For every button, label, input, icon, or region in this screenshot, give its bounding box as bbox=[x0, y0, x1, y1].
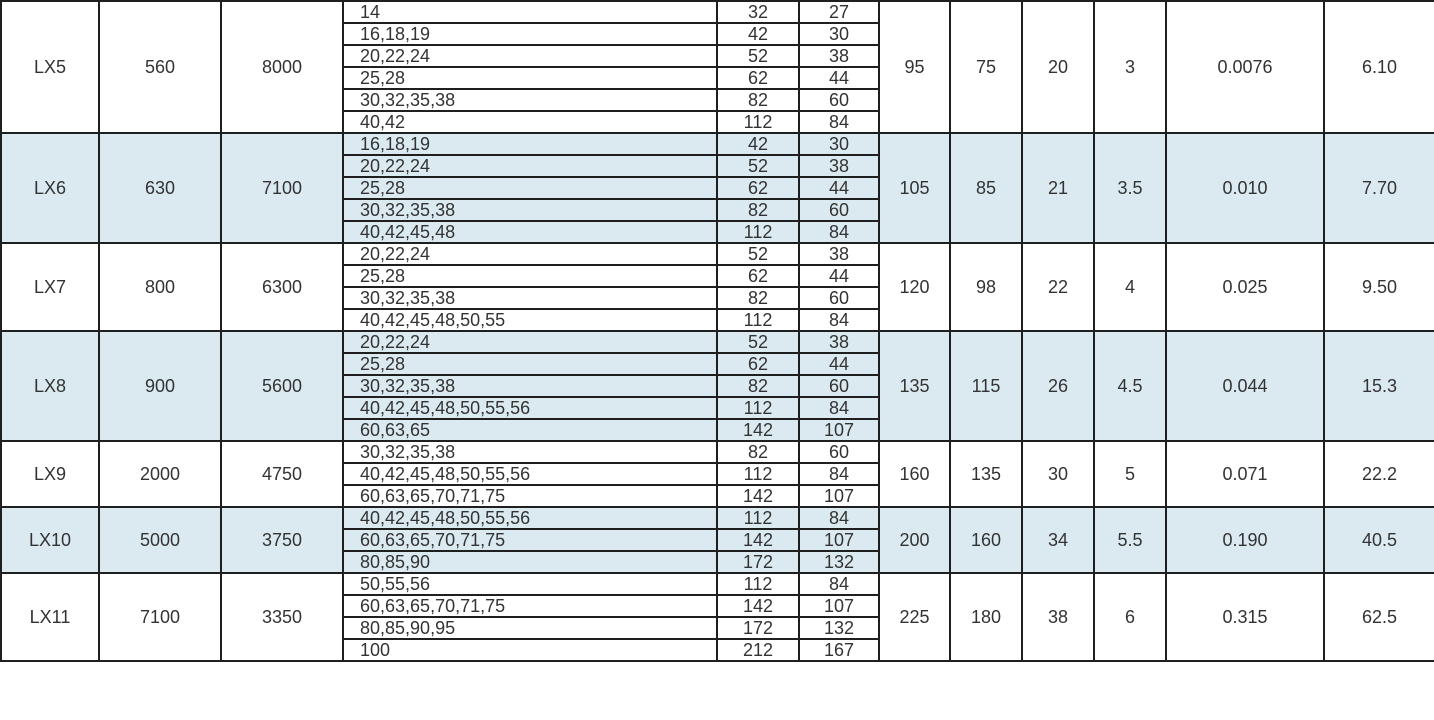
length-l2-cell: 84 bbox=[799, 573, 879, 595]
model-cell: LX9 bbox=[1, 441, 99, 507]
shaft-diameter-cell: 25,28 bbox=[343, 353, 717, 375]
length-l1-cell: 52 bbox=[717, 155, 799, 177]
length-l1-cell: 82 bbox=[717, 287, 799, 309]
diameter-d1-cell: 160 bbox=[950, 507, 1022, 573]
length-l2-cell: 60 bbox=[799, 199, 879, 221]
table-row bbox=[1, 507, 1434, 529]
gap-s-cell: 5 bbox=[1094, 441, 1166, 507]
model-cell: LX5 bbox=[1, 1, 99, 133]
length-l1-cell: 82 bbox=[717, 199, 799, 221]
speed-cell: 4750 bbox=[221, 441, 343, 507]
diameter-d1-cell: 75 bbox=[950, 1, 1022, 133]
shaft-diameter-cell: 80,85,90,95 bbox=[343, 617, 717, 639]
mass-cell: 40.5 bbox=[1324, 507, 1434, 573]
length-l1-cell: 32 bbox=[717, 1, 799, 23]
width-b-cell: 34 bbox=[1022, 507, 1094, 573]
length-l2-cell: 84 bbox=[799, 397, 879, 419]
diameter-d-cell: 225 bbox=[879, 573, 950, 661]
length-l2-cell: 107 bbox=[799, 419, 879, 441]
table-row bbox=[1, 331, 1434, 353]
length-l1-cell: 142 bbox=[717, 419, 799, 441]
length-l1-cell: 62 bbox=[717, 353, 799, 375]
length-l1-cell: 142 bbox=[717, 595, 799, 617]
shaft-diameter-cell: 40,42,45,48 bbox=[343, 221, 717, 243]
length-l2-cell: 60 bbox=[799, 89, 879, 111]
length-l1-cell: 112 bbox=[717, 221, 799, 243]
length-l1-cell: 172 bbox=[717, 617, 799, 639]
shaft-diameter-cell: 20,22,24 bbox=[343, 155, 717, 177]
gap-s-cell: 4 bbox=[1094, 243, 1166, 331]
length-l2-cell: 44 bbox=[799, 353, 879, 375]
length-l2-cell: 60 bbox=[799, 441, 879, 463]
length-l2-cell: 44 bbox=[799, 177, 879, 199]
length-l1-cell: 142 bbox=[717, 485, 799, 507]
speed-cell: 3750 bbox=[221, 507, 343, 573]
width-b-cell: 22 bbox=[1022, 243, 1094, 331]
length-l2-cell: 44 bbox=[799, 265, 879, 287]
inertia-cell: 0.0076 bbox=[1166, 1, 1324, 133]
torque-cell: 800 bbox=[99, 243, 221, 331]
diameter-d1-cell: 85 bbox=[950, 133, 1022, 243]
diameter-d1-cell: 98 bbox=[950, 243, 1022, 331]
table-row bbox=[1, 1, 1434, 23]
speed-cell: 5600 bbox=[221, 331, 343, 441]
mass-cell: 22.2 bbox=[1324, 441, 1434, 507]
length-l1-cell: 112 bbox=[717, 111, 799, 133]
diameter-d-cell: 105 bbox=[879, 133, 950, 243]
table-row bbox=[1, 243, 1434, 265]
length-l2-cell: 60 bbox=[799, 375, 879, 397]
length-l1-cell: 52 bbox=[717, 243, 799, 265]
length-l1-cell: 82 bbox=[717, 375, 799, 397]
gap-s-cell: 3 bbox=[1094, 1, 1166, 133]
length-l2-cell: 167 bbox=[799, 639, 879, 661]
shaft-diameter-cell: 30,32,35,38 bbox=[343, 287, 717, 309]
length-l1-cell: 212 bbox=[717, 639, 799, 661]
model-cell: LX8 bbox=[1, 331, 99, 441]
shaft-diameter-cell: 40,42,45,48,50,55,56 bbox=[343, 463, 717, 485]
inertia-cell: 0.190 bbox=[1166, 507, 1324, 573]
length-l1-cell: 52 bbox=[717, 331, 799, 353]
length-l1-cell: 82 bbox=[717, 89, 799, 111]
torque-cell: 2000 bbox=[99, 441, 221, 507]
gap-s-cell: 4.5 bbox=[1094, 331, 1166, 441]
width-b-cell: 26 bbox=[1022, 331, 1094, 441]
diameter-d1-cell: 180 bbox=[950, 573, 1022, 661]
inertia-cell: 0.071 bbox=[1166, 441, 1324, 507]
width-b-cell: 38 bbox=[1022, 573, 1094, 661]
diameter-d-cell: 200 bbox=[879, 507, 950, 573]
length-l1-cell: 172 bbox=[717, 551, 799, 573]
speed-cell: 3350 bbox=[221, 573, 343, 661]
length-l2-cell: 60 bbox=[799, 287, 879, 309]
shaft-diameter-cell: 16,18,19 bbox=[343, 133, 717, 155]
shaft-diameter-cell: 20,22,24 bbox=[343, 45, 717, 67]
mass-cell: 15.3 bbox=[1324, 331, 1434, 441]
model-cell: LX11 bbox=[1, 573, 99, 661]
shaft-diameter-cell: 14 bbox=[343, 1, 717, 23]
diameter-d-cell: 135 bbox=[879, 331, 950, 441]
mass-cell: 7.70 bbox=[1324, 133, 1434, 243]
length-l2-cell: 84 bbox=[799, 309, 879, 331]
torque-cell: 560 bbox=[99, 1, 221, 133]
diameter-d1-cell: 115 bbox=[950, 331, 1022, 441]
length-l1-cell: 142 bbox=[717, 529, 799, 551]
length-l2-cell: 44 bbox=[799, 67, 879, 89]
length-l1-cell: 112 bbox=[717, 309, 799, 331]
diameter-d-cell: 160 bbox=[879, 441, 950, 507]
shaft-diameter-cell: 50,55,56 bbox=[343, 573, 717, 595]
length-l1-cell: 112 bbox=[717, 463, 799, 485]
length-l2-cell: 107 bbox=[799, 485, 879, 507]
shaft-diameter-cell: 60,63,65,70,71,75 bbox=[343, 595, 717, 617]
width-b-cell: 20 bbox=[1022, 1, 1094, 133]
table-row bbox=[1, 573, 1434, 595]
length-l2-cell: 132 bbox=[799, 551, 879, 573]
shaft-diameter-cell: 30,32,35,38 bbox=[343, 375, 717, 397]
length-l1-cell: 112 bbox=[717, 507, 799, 529]
mass-cell: 9.50 bbox=[1324, 243, 1434, 331]
inertia-cell: 0.315 bbox=[1166, 573, 1324, 661]
gap-s-cell: 6 bbox=[1094, 573, 1166, 661]
shaft-diameter-cell: 16,18,19 bbox=[343, 23, 717, 45]
length-l1-cell: 62 bbox=[717, 67, 799, 89]
speed-cell: 6300 bbox=[221, 243, 343, 331]
inertia-cell: 0.025 bbox=[1166, 243, 1324, 331]
speed-cell: 7100 bbox=[221, 133, 343, 243]
shaft-diameter-cell: 25,28 bbox=[343, 177, 717, 199]
shaft-diameter-cell: 60,63,65,70,71,75 bbox=[343, 529, 717, 551]
model-cell: LX6 bbox=[1, 133, 99, 243]
shaft-diameter-cell: 80,85,90 bbox=[343, 551, 717, 573]
shaft-diameter-cell: 100 bbox=[343, 639, 717, 661]
torque-cell: 7100 bbox=[99, 573, 221, 661]
gap-s-cell: 3.5 bbox=[1094, 133, 1166, 243]
length-l1-cell: 42 bbox=[717, 23, 799, 45]
shaft-diameter-cell: 20,22,24 bbox=[343, 243, 717, 265]
length-l2-cell: 27 bbox=[799, 1, 879, 23]
length-l2-cell: 84 bbox=[799, 463, 879, 485]
mass-cell: 6.10 bbox=[1324, 1, 1434, 133]
length-l1-cell: 52 bbox=[717, 45, 799, 67]
length-l1-cell: 62 bbox=[717, 265, 799, 287]
length-l2-cell: 38 bbox=[799, 155, 879, 177]
length-l2-cell: 30 bbox=[799, 133, 879, 155]
diameter-d1-cell: 135 bbox=[950, 441, 1022, 507]
shaft-diameter-cell: 60,63,65 bbox=[343, 419, 717, 441]
length-l2-cell: 38 bbox=[799, 331, 879, 353]
table-row bbox=[1, 441, 1434, 463]
model-cell: LX10 bbox=[1, 507, 99, 573]
length-l1-cell: 82 bbox=[717, 441, 799, 463]
length-l2-cell: 84 bbox=[799, 221, 879, 243]
torque-cell: 630 bbox=[99, 133, 221, 243]
shaft-diameter-cell: 20,22,24 bbox=[343, 331, 717, 353]
diameter-d-cell: 95 bbox=[879, 1, 950, 133]
width-b-cell: 21 bbox=[1022, 133, 1094, 243]
speed-cell: 8000 bbox=[221, 1, 343, 133]
length-l1-cell: 112 bbox=[717, 397, 799, 419]
shaft-diameter-cell: 30,32,35,38 bbox=[343, 89, 717, 111]
torque-cell: 5000 bbox=[99, 507, 221, 573]
length-l2-cell: 84 bbox=[799, 111, 879, 133]
shaft-diameter-cell: 40,42,45,48,50,55,56 bbox=[343, 397, 717, 419]
table-body bbox=[1, 1, 1434, 661]
mass-cell: 62.5 bbox=[1324, 573, 1434, 661]
length-l2-cell: 132 bbox=[799, 617, 879, 639]
shaft-diameter-cell: 30,32,35,38 bbox=[343, 199, 717, 221]
shaft-diameter-cell: 40,42,45,48,50,55,56 bbox=[343, 507, 717, 529]
length-l1-cell: 62 bbox=[717, 177, 799, 199]
width-b-cell: 30 bbox=[1022, 441, 1094, 507]
length-l1-cell: 112 bbox=[717, 573, 799, 595]
inertia-cell: 0.010 bbox=[1166, 133, 1324, 243]
diameter-d-cell: 120 bbox=[879, 243, 950, 331]
length-l1-cell: 42 bbox=[717, 133, 799, 155]
shaft-diameter-cell: 60,63,65,70,71,75 bbox=[343, 485, 717, 507]
length-l2-cell: 38 bbox=[799, 45, 879, 67]
shaft-diameter-cell: 40,42 bbox=[343, 111, 717, 133]
shaft-diameter-cell: 25,28 bbox=[343, 67, 717, 89]
length-l2-cell: 107 bbox=[799, 595, 879, 617]
length-l2-cell: 38 bbox=[799, 243, 879, 265]
length-l2-cell: 30 bbox=[799, 23, 879, 45]
shaft-diameter-cell: 25,28 bbox=[343, 265, 717, 287]
table-row bbox=[1, 133, 1434, 155]
shaft-diameter-cell: 40,42,45,48,50,55 bbox=[343, 309, 717, 331]
gap-s-cell: 5.5 bbox=[1094, 507, 1166, 573]
length-l2-cell: 84 bbox=[799, 507, 879, 529]
model-cell: LX7 bbox=[1, 243, 99, 331]
length-l2-cell: 107 bbox=[799, 529, 879, 551]
shaft-diameter-cell: 30,32,35,38 bbox=[343, 441, 717, 463]
inertia-cell: 0.044 bbox=[1166, 331, 1324, 441]
torque-cell: 900 bbox=[99, 331, 221, 441]
